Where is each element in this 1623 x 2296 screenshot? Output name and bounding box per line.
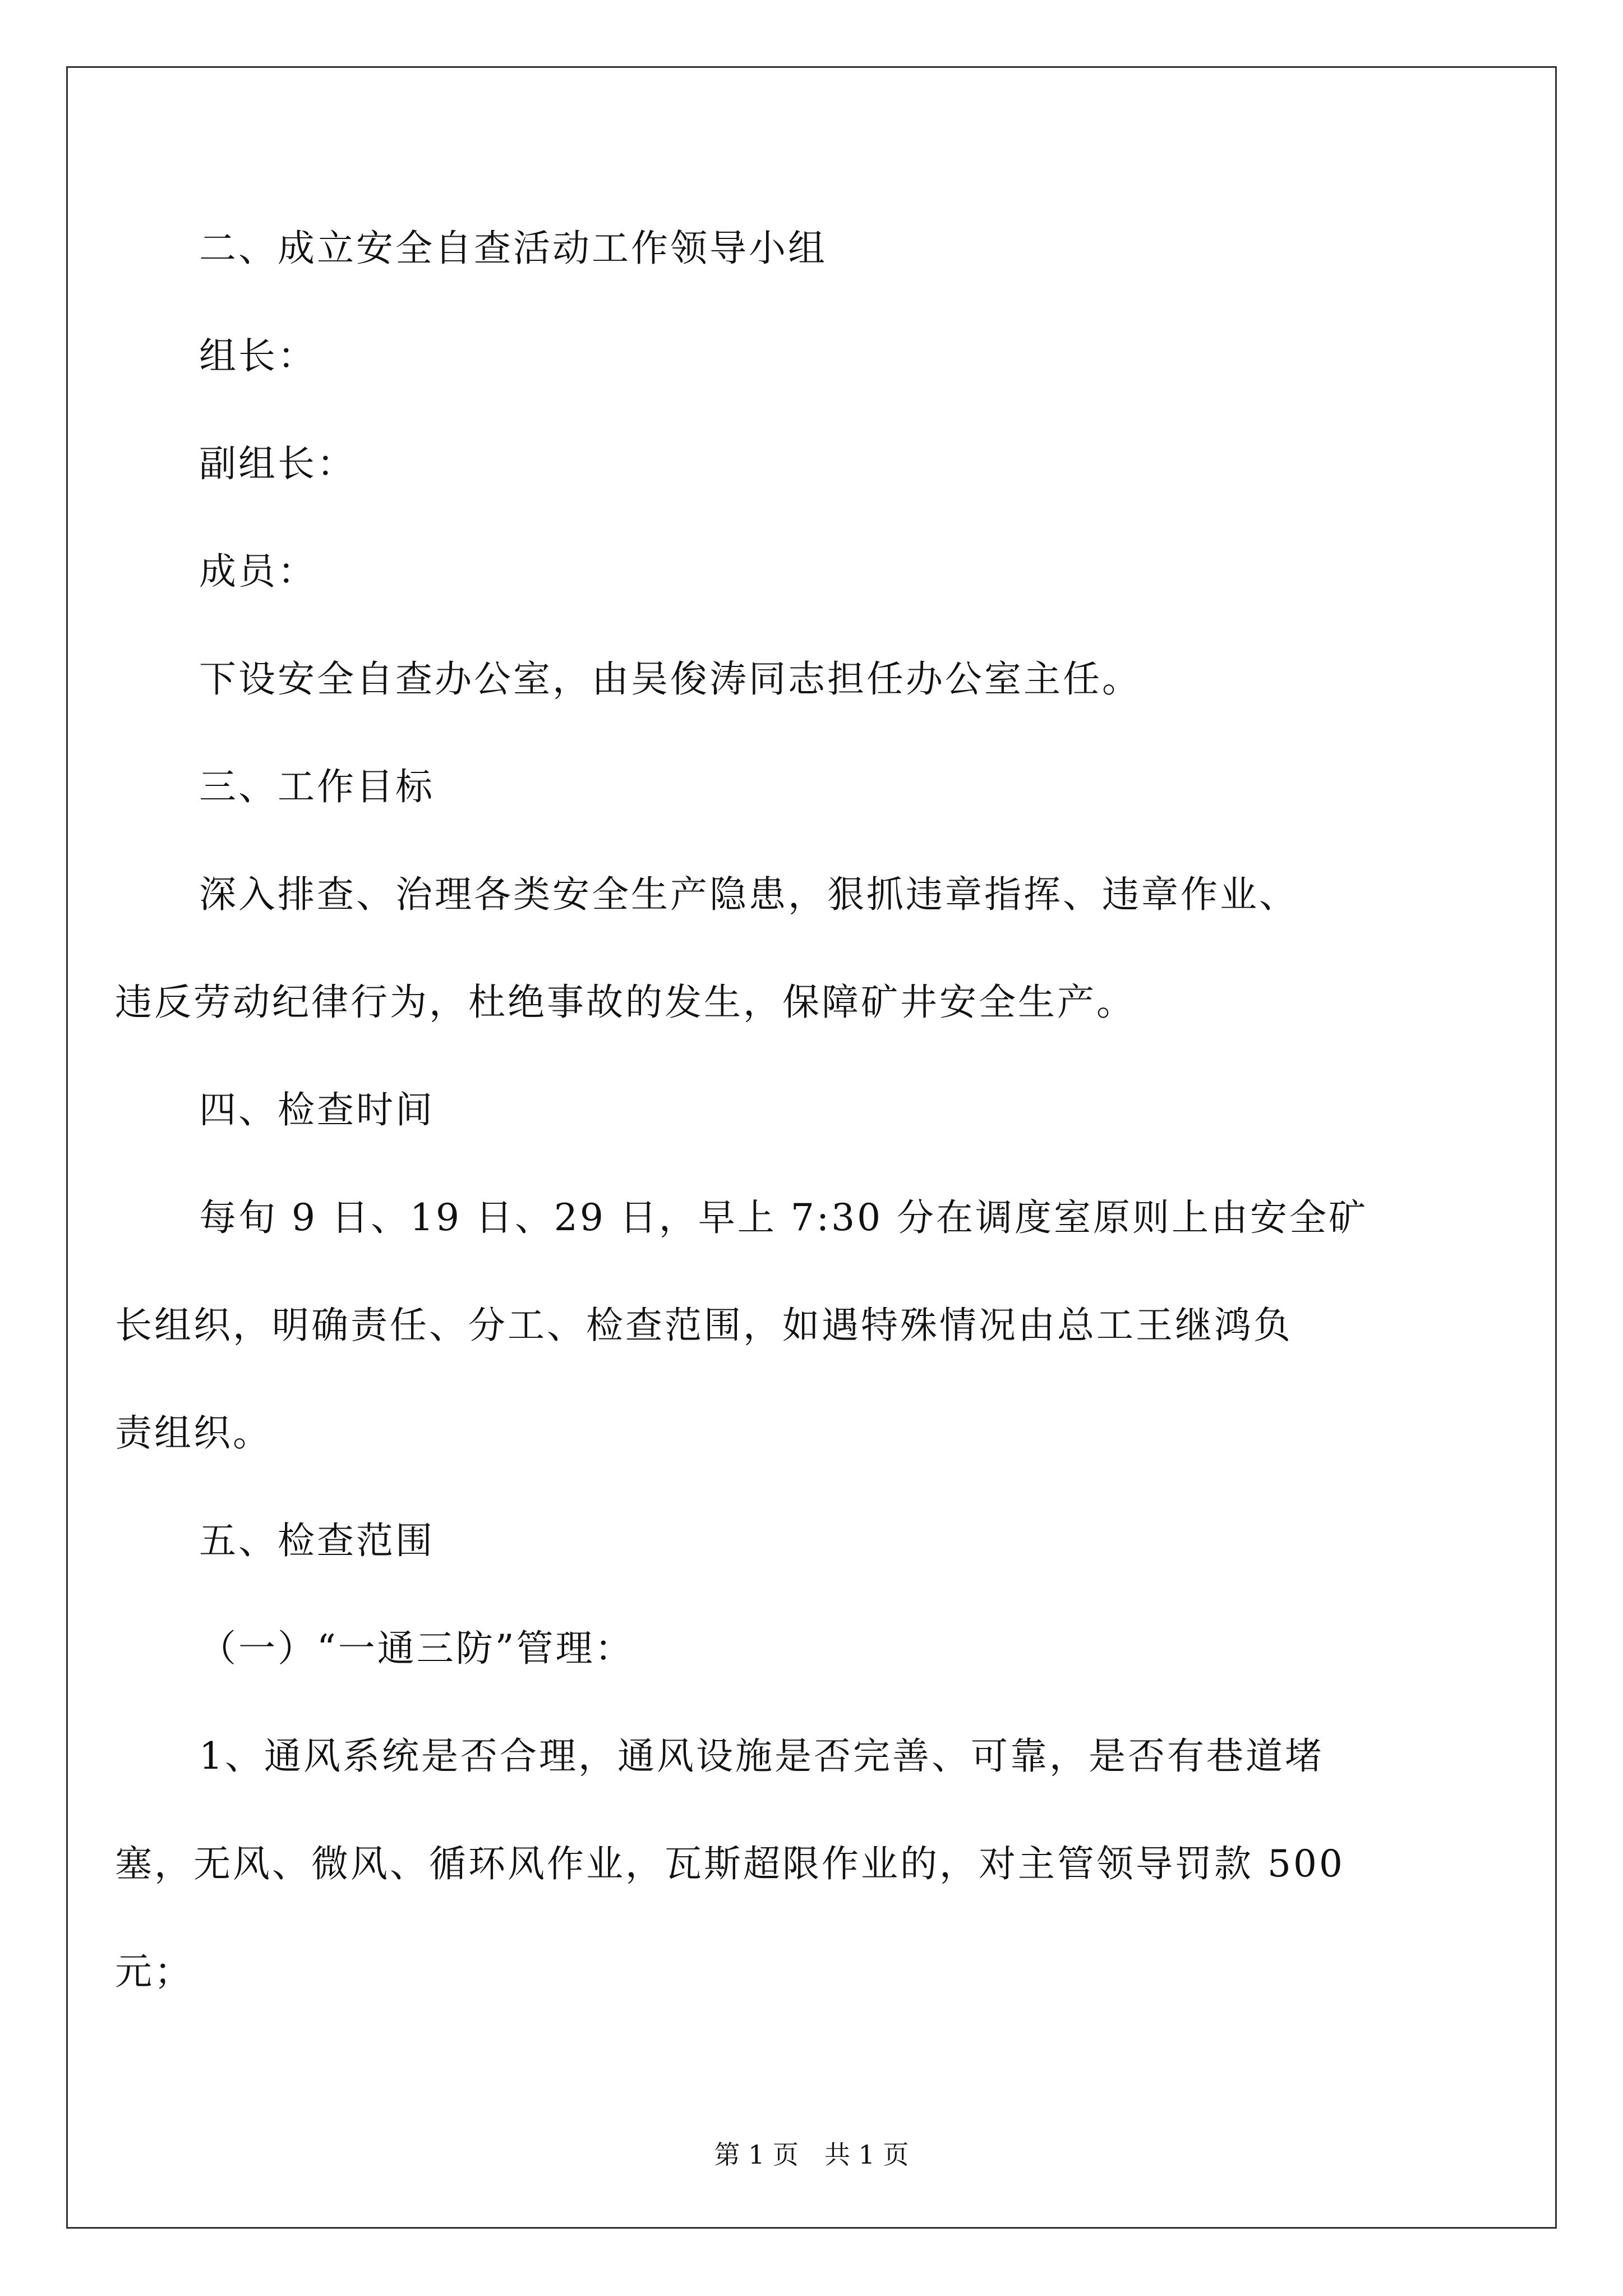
deputy-leader-line: 副组长： [199,442,356,485]
section-heading-5: 五、检查范围 [199,1519,435,1562]
document-body [115,222,1433,1999]
section-heading-4: 四、检查时间 [199,1088,435,1131]
section-heading-2: 二、成立安全自查活动工作领导小组 [199,227,827,270]
section-heading-3: 三、工作目标 [199,765,435,808]
time-paragraph-line-3: 责组织。 [115,1411,272,1455]
item-1-line-2: 塞，无风、微风、循环风作业，瓦斯超限作业的，对主管领导罚款 500 [115,1842,1345,1885]
time-paragraph-line-2: 长组织，明确责任、分工、检查范围，如遇特殊情况由总工王继鸿负 [115,1304,1293,1347]
office-line: 下设安全自查办公室，由吴俊涛同志担任办公室主任。 [199,657,1141,701]
page-number: 第 1 页 共 1 页 [714,2139,909,2170]
item-1-line-3: 元； [115,1950,193,1993]
goal-paragraph-line-2: 违反劳动纪律行为，杜绝事故的发生，保障矿井安全生产。 [115,981,1136,1024]
team-leader-line: 组长： [199,334,317,378]
item-1-line-1: 1、通风系统是否合理，通风设施是否完善、可靠，是否有巷道堵 [199,1734,1324,1778]
subsection-heading-1: （一）“一通三防”管理： [199,1627,634,1670]
goal-paragraph-line-1: 深入排查、治理各类安全生产隐患，狠抓违章指挥、违章作业、 [199,873,1298,916]
time-paragraph-line-1: 每旬 9 日、19 日、29 日，早上 7:30 分在调度室原则上由安全矿 [199,1196,1368,1239]
members-line: 成员： [199,550,317,593]
